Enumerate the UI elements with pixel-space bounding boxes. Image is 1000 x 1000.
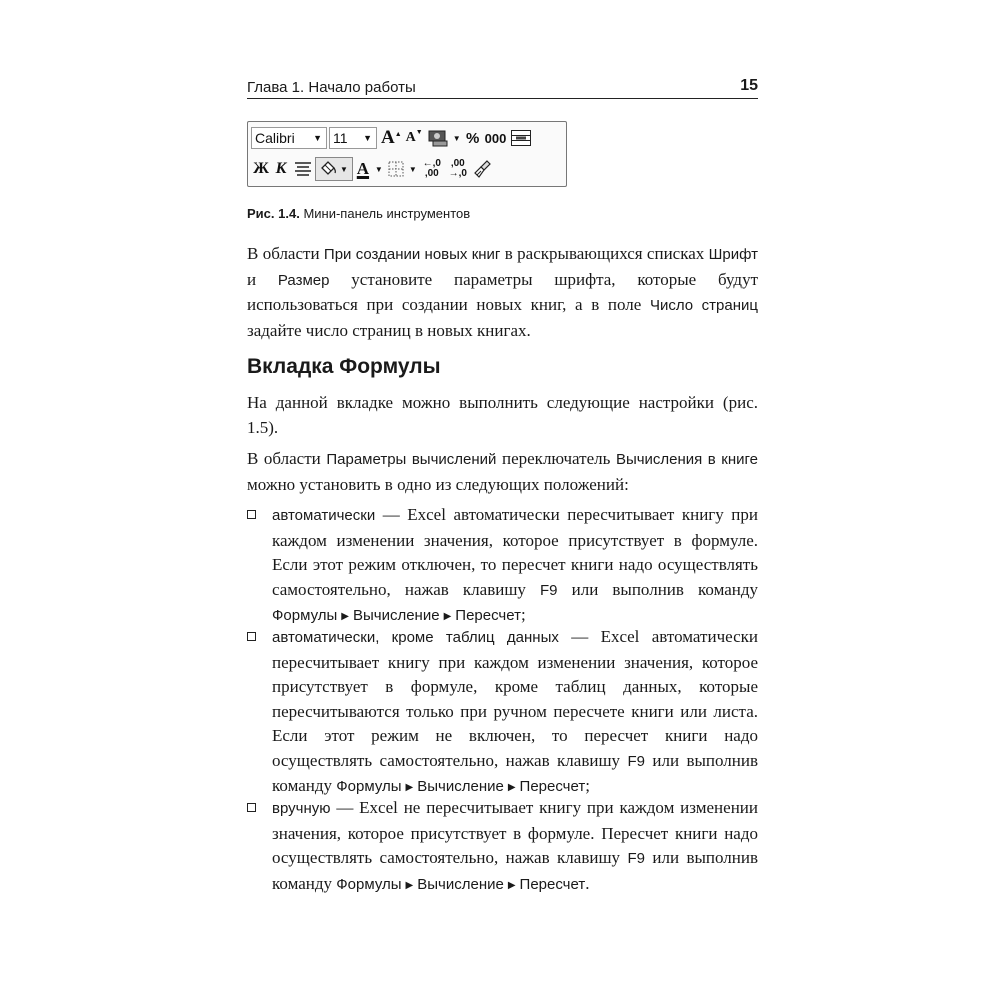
paragraph-text: можно установить в одно из следующих положений: [247, 474, 629, 494]
font-name-value: Calibri [255, 130, 295, 146]
chevron-down-icon[interactable]: ▼ [452, 133, 461, 143]
format-painter-button[interactable] [471, 157, 495, 181]
paragraph-text: переключатель [496, 449, 616, 468]
chapter-title: Глава 1. Начало работы [247, 79, 416, 96]
broom-icon [473, 159, 493, 179]
key-name: F9 [540, 581, 558, 599]
paragraph-text: установите параметры шрифта, которые будут использоваться при создании новых книг, а в поле [247, 269, 758, 314]
paragraph-text: и [247, 269, 278, 289]
font-size-select[interactable] [329, 127, 377, 149]
bold-button[interactable]: Ж [253, 160, 269, 177]
grow-font-button[interactable] [379, 126, 404, 150]
grow-font-icon: A▲ [381, 127, 402, 148]
ui-term: Размер [277, 271, 330, 289]
paragraph-text: задайте число страниц в новых книгах. [247, 320, 531, 340]
menu-path-item: Формулы [336, 875, 402, 893]
paragraph-text: В области [247, 449, 327, 468]
chevron-down-icon[interactable]: ▼ [374, 164, 383, 174]
list-item [247, 796, 758, 899]
list-term: автоматически [272, 507, 376, 524]
list-text: или выполнив команду [557, 579, 759, 599]
ui-term: Вычисления в книге [615, 451, 758, 468]
page-number: 15 [740, 77, 758, 94]
italic-button[interactable]: К [275, 160, 287, 177]
list-text: — Excel не пересчитывает книгу при каждом изменении значения, которое присутствует в формуле. Пересчет книги надо осуществлять самостоятельно, нажав клавишу [272, 798, 758, 867]
arrow-right-icon: ▶ [443, 611, 452, 622]
menu-path-item: Вычисление [352, 607, 440, 624]
menu-path-item: Вычисление [417, 778, 504, 795]
paragraph-text: в раскрывающихся списках [500, 244, 709, 263]
key-name: F9 [627, 850, 645, 867]
checkbox-bullet-icon [247, 510, 256, 519]
figure-label: Рис. 1.4. [247, 206, 300, 221]
chevron-down-icon: ▼ [313, 133, 322, 143]
ui-term: Шрифт [708, 246, 759, 263]
checkbox-bullet-icon [247, 632, 256, 641]
ui-term: Параметры вычислений [326, 451, 497, 468]
paragraph-2: На данной вкладке можно выполнить следующие настройки (рис. 1.5). [247, 393, 758, 437]
font-size-value: 11 [333, 130, 348, 146]
menu-path-item: Пересчет [519, 875, 586, 893]
paint-bucket-icon [318, 160, 338, 178]
borders-button[interactable] [385, 157, 407, 181]
align-center-button[interactable] [291, 157, 315, 181]
chevron-down-icon[interactable]: ▼ [408, 164, 417, 174]
decrease-decimal-icon: ,00 →,0 [448, 158, 467, 179]
menu-path-item: Пересчет [519, 778, 586, 795]
section-heading: Вкладка Формулы [247, 355, 441, 378]
list-text: — Excel автоматически пересчитывает книгу при каждом изменении значения, которое присутствует в формуле. Если этот режим отключен, то пересчет книги надо осуществлять самостоятельно, нажав клавишу [272, 505, 758, 599]
arrow-right-icon: ▶ [507, 879, 516, 891]
fill-color-button[interactable] [315, 157, 353, 181]
list-term: автоматически, кроме таблиц данных [272, 629, 559, 646]
menu-path-item: Формулы [336, 778, 402, 795]
paragraph-3 [247, 447, 758, 497]
align-center-icon [293, 160, 313, 178]
shrink-font-icon: A▼ [405, 128, 423, 145]
list-text: — Excel автоматически пересчитывает книгу при каждом изменении значения, которое присутствует в формуле, кроме таблиц данных, которые пересчитываются только при ручном пересчете книги или листа. Если этот режим не включен, то пересчет книги надо осуществлять самостоятельно, нажав клавишу [272, 627, 758, 770]
format-painter-table-button[interactable] [508, 126, 534, 150]
list-item [247, 625, 758, 802]
chevron-down-icon: ▼ [363, 133, 372, 143]
paragraph-1 [247, 242, 758, 343]
ui-term: Число страниц [649, 297, 758, 314]
shrink-font-button[interactable] [404, 126, 425, 150]
decrease-decimal-button[interactable] [445, 157, 471, 181]
percent-style-button[interactable]: % [465, 129, 480, 147]
borders-icon [387, 160, 405, 178]
chevron-down-icon: ▼ [340, 164, 348, 174]
list-text: ; [520, 605, 526, 624]
toolbar-row-1 [251, 124, 534, 152]
figure-caption [247, 206, 470, 221]
menu-path-item: Вычисление [417, 875, 504, 893]
thousands-separator-button[interactable]: 000 [484, 130, 507, 146]
arrow-right-icon: ▶ [405, 782, 414, 793]
list-text: . [585, 873, 590, 893]
font-name-select[interactable] [251, 127, 327, 149]
list-text: или выполнив команду [272, 750, 758, 795]
font-color-icon: A [356, 159, 370, 178]
list-item [247, 503, 758, 631]
menu-path-item: Пересчет [455, 607, 521, 624]
font-color-button[interactable] [353, 157, 373, 181]
currency-format-icon [427, 128, 449, 148]
menu-path-item: Формулы [272, 607, 338, 624]
ui-term: При создании новых книг [323, 246, 501, 263]
number-format-button[interactable] [425, 126, 451, 150]
toolbar-row-2 [251, 155, 495, 183]
mini-toolbar-figure [247, 121, 567, 187]
paragraph-text: В области [247, 244, 324, 263]
list-text: или выполнив команду [272, 848, 758, 893]
checkbox-bullet-icon [247, 803, 256, 812]
table-format-icon [510, 128, 532, 148]
arrow-right-icon: ▶ [507, 782, 516, 793]
list-term: вручную [272, 800, 331, 817]
arrow-right-icon: ▶ [405, 879, 414, 891]
figure-caption-text: Мини-панель инструментов [303, 206, 471, 221]
key-name: F9 [627, 752, 645, 770]
increase-decimal-button[interactable] [419, 157, 445, 181]
list-text: ; [585, 776, 590, 795]
increase-decimal-icon: ←,0 ,00 [422, 158, 441, 179]
arrow-right-icon: ▶ [341, 611, 349, 622]
page-header [247, 76, 758, 99]
